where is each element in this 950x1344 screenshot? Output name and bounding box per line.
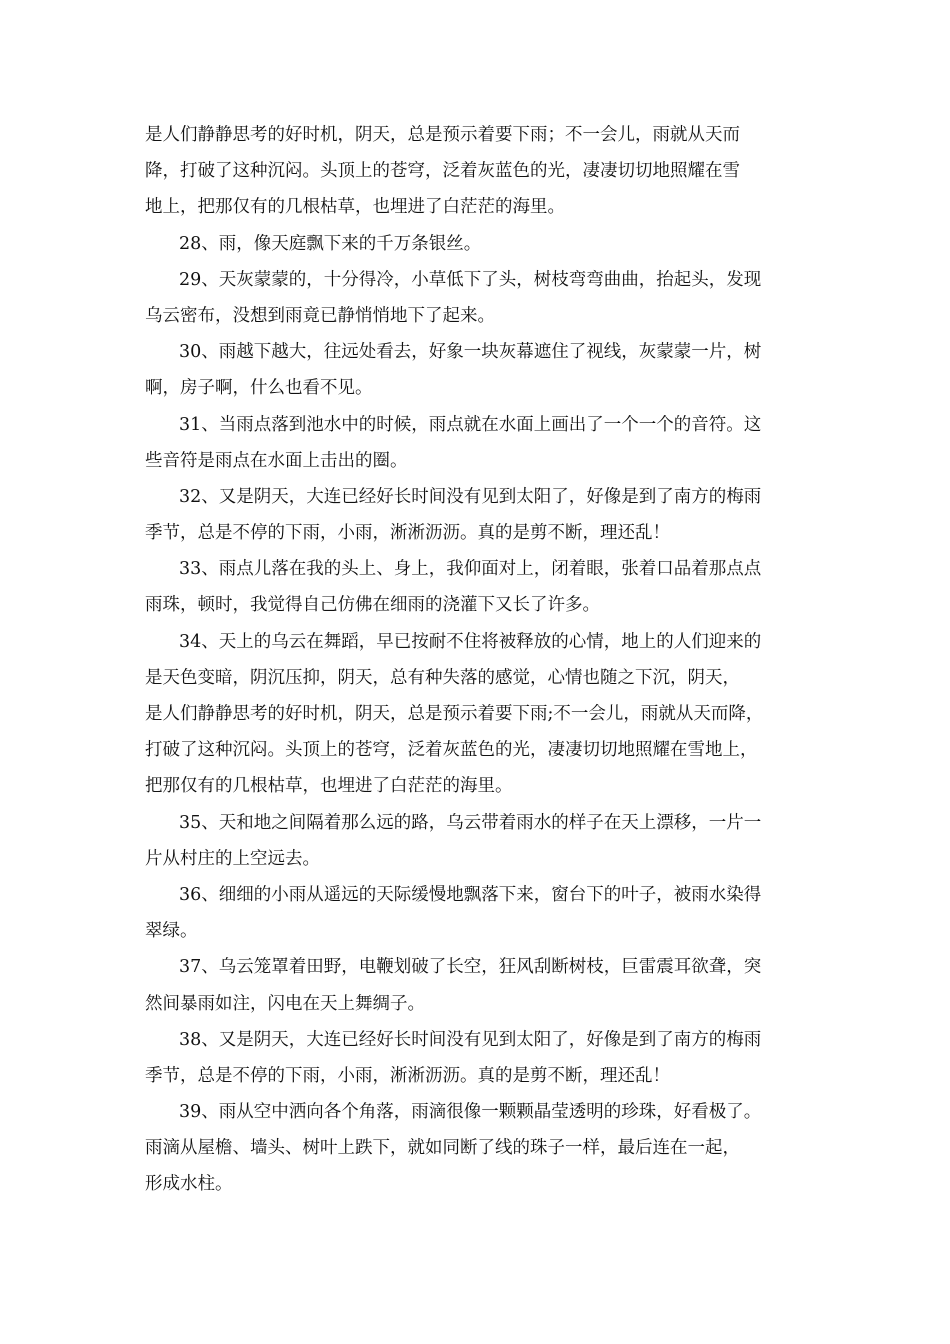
text-line: 33、雨点儿落在我的头上、身上，我仰面对上，闭着眼，张着口品着那点点 [179, 559, 762, 580]
text-line: 32、又是阴天，大连已经好长时间没有见到太阳了，好像是到了南方的梅雨 [179, 486, 762, 507]
document-body [145, 117, 825, 1203]
text-line: 形成水柱。 [145, 1174, 233, 1195]
text-line: 30、雨越下越大，往远处看去，好象一块灰幕遮住了视线，灰蒙蒙一片，树 [179, 342, 762, 363]
text-line: 38、又是阴天，大连已经好长时间没有见到太阳了，好像是到了南方的梅雨 [179, 1029, 762, 1050]
text-line: 季节，总是不停的下雨，小雨，淅淅沥沥。真的是剪不断，理还乱！ [145, 1065, 670, 1086]
text-line: 乌云密布，没想到雨竟已静悄悄地下了起来。 [145, 305, 495, 326]
text-line: 季节，总是不停的下雨，小雨，淅淅沥沥。真的是剪不断，理还乱！ [145, 523, 670, 544]
text-line: 打破了这种沉闷。头顶上的苍穹，泛着灰蓝色的光，凄凄切切地照耀在雪地上， [145, 740, 758, 761]
text-line: 降，打破了这种沉闷。头顶上的苍穹，泛着灰蓝色的光，凄凄切切地照耀在雪 [145, 161, 740, 182]
text-line: 翠绿。 [145, 921, 198, 942]
text-line: 35、天和地之间隔着那么远的路，乌云带着雨水的样子在天上漂移，一片一 [179, 812, 762, 833]
text-line: 29、天灰蒙蒙的，十分得冷，小草低下了头，树枝弯弯曲曲，抬起头，发现 [179, 269, 762, 290]
text-line: 31、当雨点落到池水中的时候，雨点就在水面上画出了一个一个的音符。这 [179, 414, 762, 435]
text-line: 啊，房子啊，什么也看不见。 [145, 378, 373, 399]
text-line: 些音符是雨点在水面上击出的圈。 [145, 450, 408, 471]
text-line: 39、雨从空中洒向各个角落，雨滴很像一颗颗晶莹透明的珍珠，好看极了。 [179, 1102, 762, 1123]
text-line: 34、天上的乌云在舞蹈，早已按耐不住将被释放的心情，地上的人们迎来的 [179, 631, 762, 652]
text-line: 把那仅有的几根枯草，也埋进了白茫茫的海里。 [145, 776, 513, 797]
text-line: 37、乌云笼罩着田野，电鞭划破了长空，狂风刮断树枝，巨雷震耳欲聋，突 [179, 957, 762, 978]
text-line: 雨滴从屋檐、墙头、树叶上跌下，就如同断了线的珠子一样，最后连在一起， [145, 1138, 740, 1159]
text-line: 地上，把那仅有的几根枯草，也埋进了白茫茫的海里。 [145, 197, 565, 218]
text-line: 是人们静静思考的好时机，阴天，总是预示着要下雨；不一会儿，雨就从天而 [145, 125, 740, 145]
text-line: 28、雨，像天庭飘下来的千万条银丝。 [179, 233, 482, 254]
text-line: 是天色变暗，阴沉压抑，阴天，总有种失落的感觉，心情也随之下沉，阴天， [145, 667, 740, 688]
text-line: 是人们静静思考的好时机，阴天，总是预示着要下雨;不一会儿，雨就从天而降， [145, 704, 764, 724]
text-line: 片从村庄的上空远去。 [145, 848, 320, 869]
text-line: 雨珠，顿时，我觉得自己仿佛在细雨的浇灌下又长了许多。 [145, 595, 600, 616]
text-line: 然间暴雨如注，闪电在天上舞绸子。 [145, 993, 425, 1014]
text-line: 36、细细的小雨从遥远的天际缓慢地飘落下来，窗台下的叶子，被雨水染得 [179, 884, 762, 905]
